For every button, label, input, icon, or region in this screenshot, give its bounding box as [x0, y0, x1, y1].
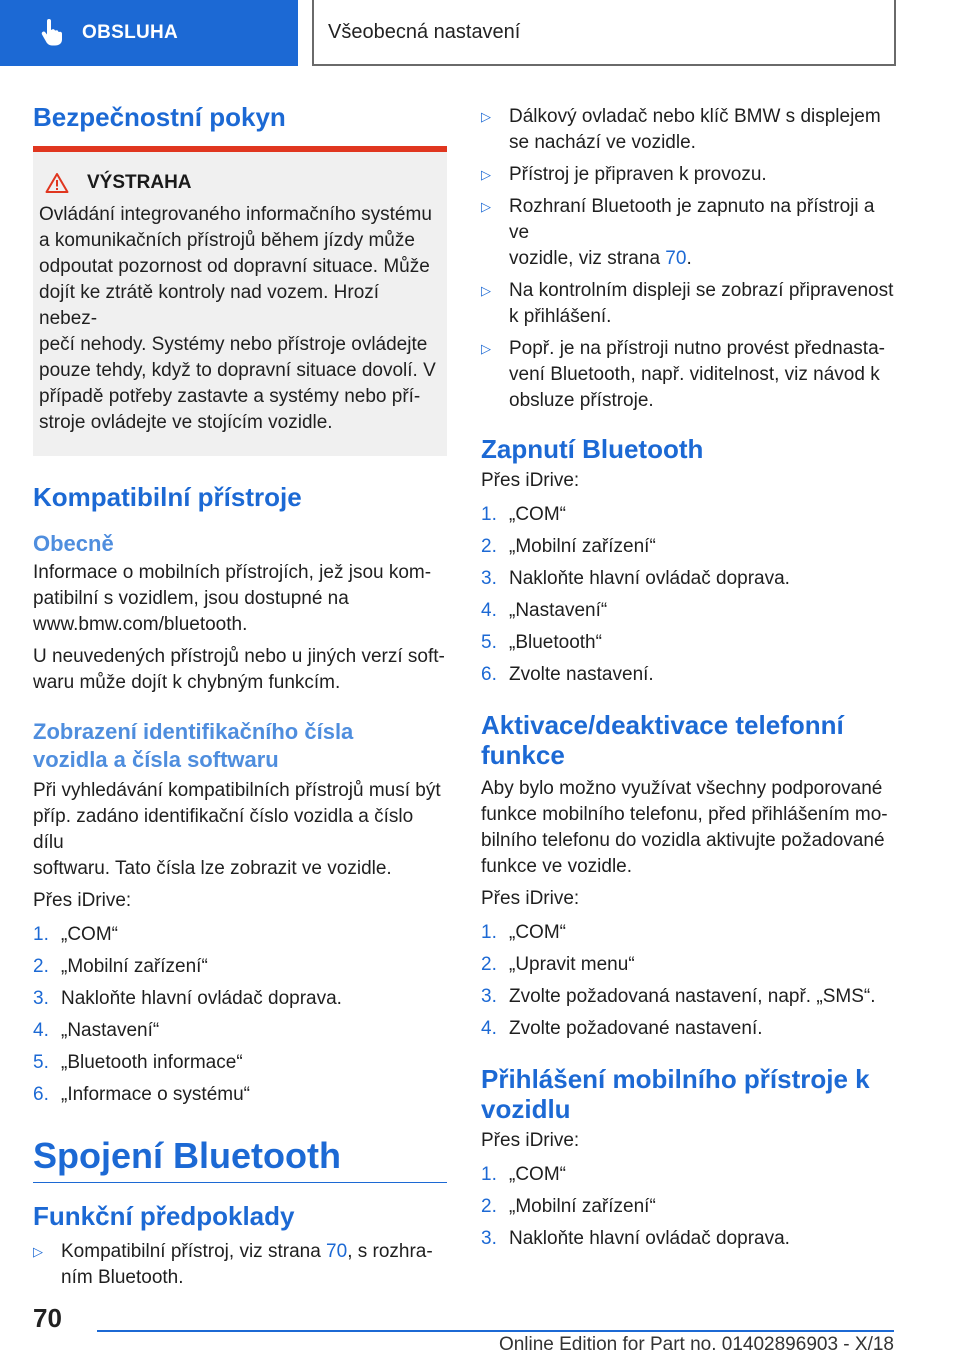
list-item: ▷ Dálkový ovladač nebo klíč BMW s displejem se nachází ve vozidle.	[481, 104, 899, 156]
list-item: 3. Nakloňte hlavní ovládač doprava.	[33, 988, 342, 1009]
list-item: 1. „COM“	[481, 1164, 566, 1185]
warning-text: Ovládání integrovaného informačního systému a komunikačních přístrojů během jízdy může odpoutat pozornost od dopravní situace. Může dojít ke ztrátě kontroly nad vozem. Hrozí nebez- pečí nehody. Systémy nebo přístroje ovládejte pouze tehdy, když to dopravní situace dovolí. V případě potřeby zastavte a systémy nebo pří- stroje ovládejte ve stojícím vozidle.	[39, 204, 436, 433]
edition-note: Online Edition for Part no. 01402896903 - X/18	[498, 1334, 894, 1355]
via-idrive-label: Přes iDrive:	[481, 888, 580, 909]
general-paragraph-2: U neuvedených přístrojů nebo u jiných verzí soft- waru může dojít k chybným funkcím.	[33, 646, 445, 693]
list-item: 1. „COM“	[481, 504, 566, 525]
list-item: 4. „Nastavení“	[481, 600, 608, 621]
footer-divider	[97, 1330, 894, 1332]
ident-heading: Zobrazení identifikačního čísla vozidla a čísla softwaru	[33, 719, 354, 772]
compat-heading: Kompatibilní přístroje	[33, 482, 302, 512]
bullet-triangle-icon: ▷	[481, 167, 491, 182]
right-column	[481, 100, 899, 1258]
idrive-steps	[33, 922, 447, 1108]
idrive-steps	[481, 502, 899, 688]
list-item: 1. „COM“	[33, 924, 118, 945]
general-paragraph-1: Informace o mobilních přístrojích, jež jsou kom- patibilní s vozidlem, jsou dostupné na www.bmw.com/bluetooth.	[33, 562, 432, 635]
list-item: ▷ Kompatibilní přístroj, viz strana 70, s rozhra- ním Bluetooth.	[33, 1239, 447, 1291]
list-item: ▷ Na kontrolním displeji se zobrazí připravenost k přihlášení.	[481, 278, 899, 330]
list-item: 3. Zvolte požadovaná nastavení, např. „SMS“.	[481, 986, 876, 1007]
list-item: 5. „Bluetooth“	[481, 632, 602, 653]
prereq-heading: Funkční předpoklady	[33, 1201, 295, 1231]
page-number: 70	[33, 1303, 62, 1333]
list-item: 6. „Informace o systému“	[33, 1084, 250, 1105]
list-item: 4. Zvolte požadované nastavení.	[481, 1018, 763, 1039]
list-item: 2. „Upravit menu“	[481, 954, 635, 975]
hand-pointer-icon	[36, 18, 66, 48]
via-idrive-label: Přes iDrive:	[481, 1130, 580, 1151]
activate-paragraph: Aby bylo možno využívat všechny podporované funkce mobilního telefonu, před přihlášením mo- bilního telefonu do vozidla aktivujte požadované funkce ve vozidle.	[481, 778, 888, 877]
bullet-triangle-icon: ▷	[481, 109, 491, 124]
section-header	[312, 0, 896, 66]
list-item: 2. „Mobilní zařízení“	[481, 1196, 656, 1217]
heading-divider	[33, 1182, 447, 1183]
list-item: 3. Nakloňte hlavní ovládač doprava.	[481, 1228, 790, 1249]
list-item: ▷ Rozhraní Bluetooth je zapnuto na přístroji a ve vozidle, viz strana 70.	[481, 194, 899, 272]
general-heading: Obecně	[33, 531, 114, 556]
list-item: 4. „Nastavení“	[33, 1020, 160, 1041]
chapter-tab[interactable]	[0, 0, 298, 66]
warning-title: VÝSTRAHA	[39, 172, 439, 194]
list-item: 3. Nakloňte hlavní ovládač doprava.	[481, 568, 790, 589]
list-item: ▷ Přístroj je připraven k provozu.	[481, 162, 899, 188]
bluetooth-on-heading: Zapnutí Bluetooth	[481, 434, 704, 464]
list-item: ▷ Popř. je na přístroji nutno provést přednasta- vení Bluetooth, např. viditelnost, viz návod k obsluze přístroje.	[481, 336, 899, 414]
idrive-steps	[481, 1162, 899, 1252]
bluetooth-connection-heading: Spojení Bluetooth	[33, 1135, 341, 1176]
bullet-triangle-icon: ▷	[481, 199, 491, 214]
list-item: 2. „Mobilní zařízení“	[33, 956, 208, 977]
via-idrive-label: Přes iDrive:	[481, 470, 580, 491]
list-item: 5. „Bluetooth informace“	[33, 1052, 243, 1073]
idrive-steps	[481, 920, 899, 1042]
chapter-tab-label: OBSLUHA	[82, 22, 179, 43]
bullet-triangle-icon: ▷	[33, 1244, 43, 1259]
via-idrive-label: Přes iDrive:	[33, 890, 132, 911]
left-column	[33, 100, 447, 1297]
activate-heading: Aktivace/deaktivace telefonní funkce	[481, 710, 844, 770]
list-item: 6. Zvolte nastavení.	[481, 664, 654, 685]
warning-triangle-icon	[45, 172, 69, 194]
list-item: 1. „COM“	[481, 922, 566, 943]
section-title: Všeobecná nastavení	[328, 20, 521, 43]
list-item: 2. „Mobilní zařízení“	[481, 536, 656, 557]
page-link[interactable]: 70	[326, 1241, 348, 1262]
page-link[interactable]: 70	[665, 248, 687, 269]
ident-paragraph: Při vyhledávání kompatibilních přístrojů musí být příp. zadáno identifikační číslo vozidla a číslo dílu softwaru. Tato čísla lze zobrazit ve vozidle.	[33, 780, 441, 879]
bullet-triangle-icon: ▷	[481, 341, 491, 356]
safety-heading: Bezpečnostní pokyn	[33, 102, 286, 132]
login-heading: Přihlášení mobilního přístroje k vozidlu	[481, 1064, 870, 1124]
prereq-bullets	[481, 104, 899, 414]
warning-box	[33, 146, 447, 456]
bullet-triangle-icon: ▷	[481, 283, 491, 298]
